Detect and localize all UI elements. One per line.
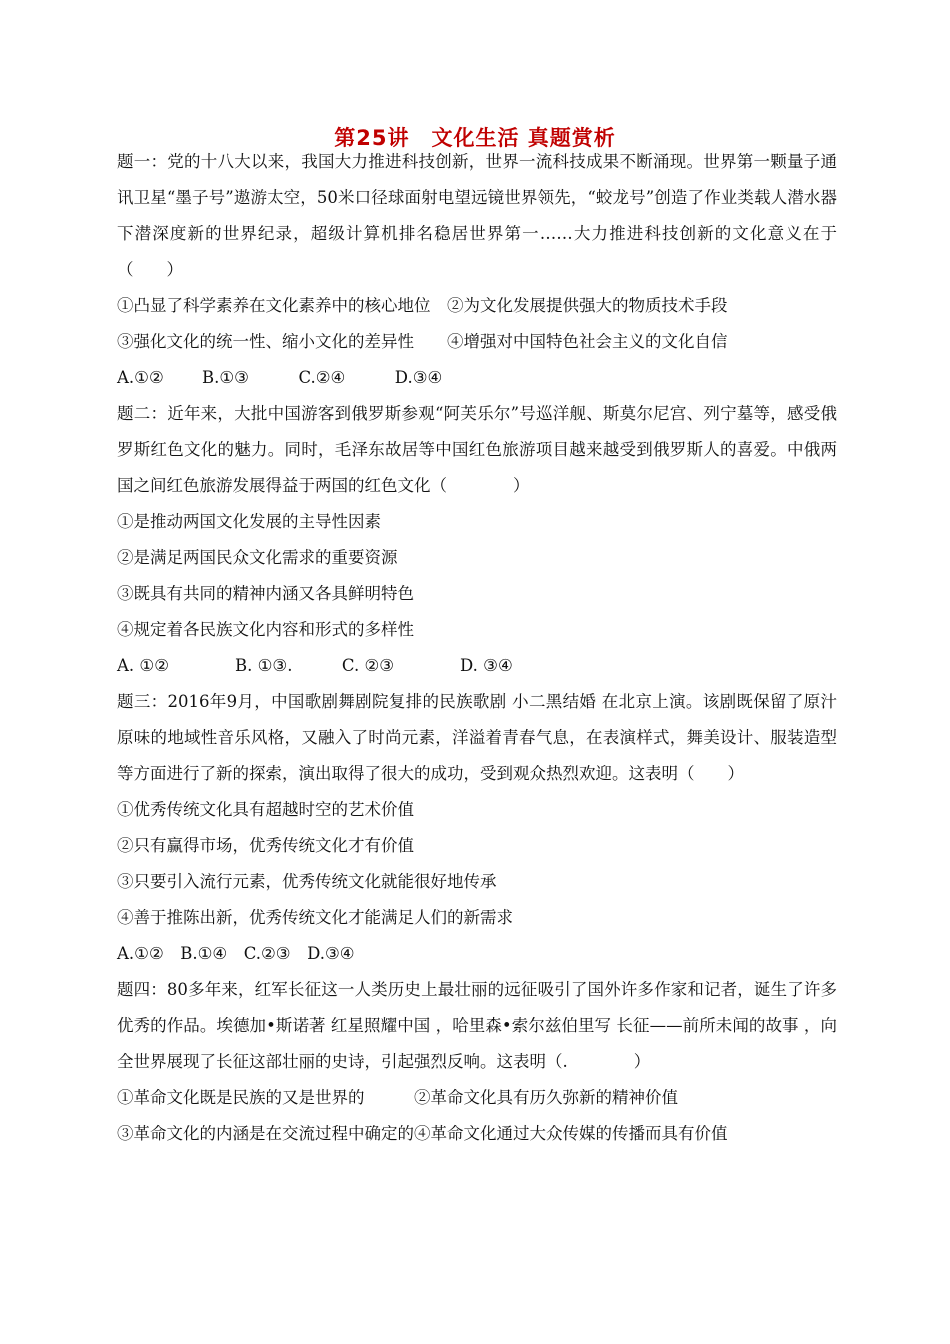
- question-3-option: ④善于推陈出新，优秀传统文化才能满足人们的新需求: [117, 908, 513, 927]
- question-4-option-line: ①革命文化既是民族的又是世界的 ②革命文化具有历久弥新的精神价值: [117, 1088, 678, 1107]
- question-3-option: ③只要引入流行元素，优秀传统文化就能很好地传承: [117, 872, 497, 891]
- question-2-option: ①是推动两国文化发展的主导性因素: [117, 512, 381, 531]
- question-1: [117, 144, 837, 396]
- question-2-option: ④规定着各民族文化内容和形式的多样性: [117, 620, 414, 639]
- question-1-option-line: ①凸显了科学素养在文化素养中的核心地位 ②为文化发展提供强大的物质技术手段: [117, 296, 728, 315]
- question-4-stem: 题四：80多年来，红军长征这一人类历史上最壮丽的远征吸引了国外许多作家和记者，诞生了许多优秀的作品。埃德加•斯诺著 红星照耀中国 ，哈里森•索尔兹伯里写 长征——前所未闻的故事 ，向全世界展现了长征这部壮丽的史诗，引起强烈反响。这表明（. ）: [117, 980, 837, 1071]
- question-1-answer-choices: A.①② B.①③ C.②④ D.③④: [117, 368, 443, 387]
- question-3: [117, 684, 837, 972]
- question-list: [117, 144, 837, 1152]
- question-3-option: ②只有赢得市场，优秀传统文化才有价值: [117, 836, 414, 855]
- question-3-stem: 题三：2016年9月，中国歌剧舞剧院复排的民族歌剧 小二黑结婚 在北京上演。该剧既保留了原汁原味的地域性音乐风格，又融入了时尚元素，洋溢着青春气息，在表演样式，舞美设计、服装造型等方面进行了新的探索，演出取得了很大的成功，受到观众热烈欢迎。这表明（ ）: [117, 692, 837, 783]
- question-3-option: ①优秀传统文化具有超越时空的艺术价值: [117, 800, 414, 819]
- question-1-option-line: ③强化文化的统一性、缩小文化的差异性 ④增强对中国特色社会主义的文化自信: [117, 332, 728, 351]
- question-2-option: ③既具有共同的精神内涵又各具鲜明特色: [117, 584, 414, 603]
- page-title: 第25讲 文化生活 真题赏析: [334, 126, 616, 150]
- question-4-option-line: ③革命文化的内涵是在交流过程中确定的④革命文化通过大众传媒的传播而具有价值: [117, 1124, 728, 1143]
- question-4: [117, 972, 837, 1152]
- question-2-answer-choices: A. ①② B. ①③. C. ②③ D. ③④: [117, 656, 513, 675]
- question-3-answer-choices: A.①② B.①④ C.②③ D.③④: [117, 944, 355, 963]
- question-1-stem: 题一：党的十八大以来，我国大力推进科技创新，世界一流科技成果不断涌现。世界第一颗量子通讯卫星“墨子号”遨游太空，50米口径球面射电望远镜世界领先，“蛟龙号”创造了作业类载人潜水器下潜深度新的世界纪录，超级计算机排名稳居世界第一……大力推进科技创新的文化意义在于（ ）: [117, 152, 837, 279]
- question-2: [117, 396, 837, 684]
- question-2-stem: 题二：近年来，大批中国游客到俄罗斯参观“阿芙乐尔”号巡洋舰、斯莫尔尼宫、列宁墓等，感受俄罗斯红色文化的魅力。同时，毛泽东故居等中国红色旅游项目越来越受到俄罗斯人的喜爱。中俄两国之间红色旅游发展得益于两国的红色文化（ ）: [117, 404, 837, 495]
- question-2-option: ②是满足两国民众文化需求的重要资源: [117, 548, 398, 567]
